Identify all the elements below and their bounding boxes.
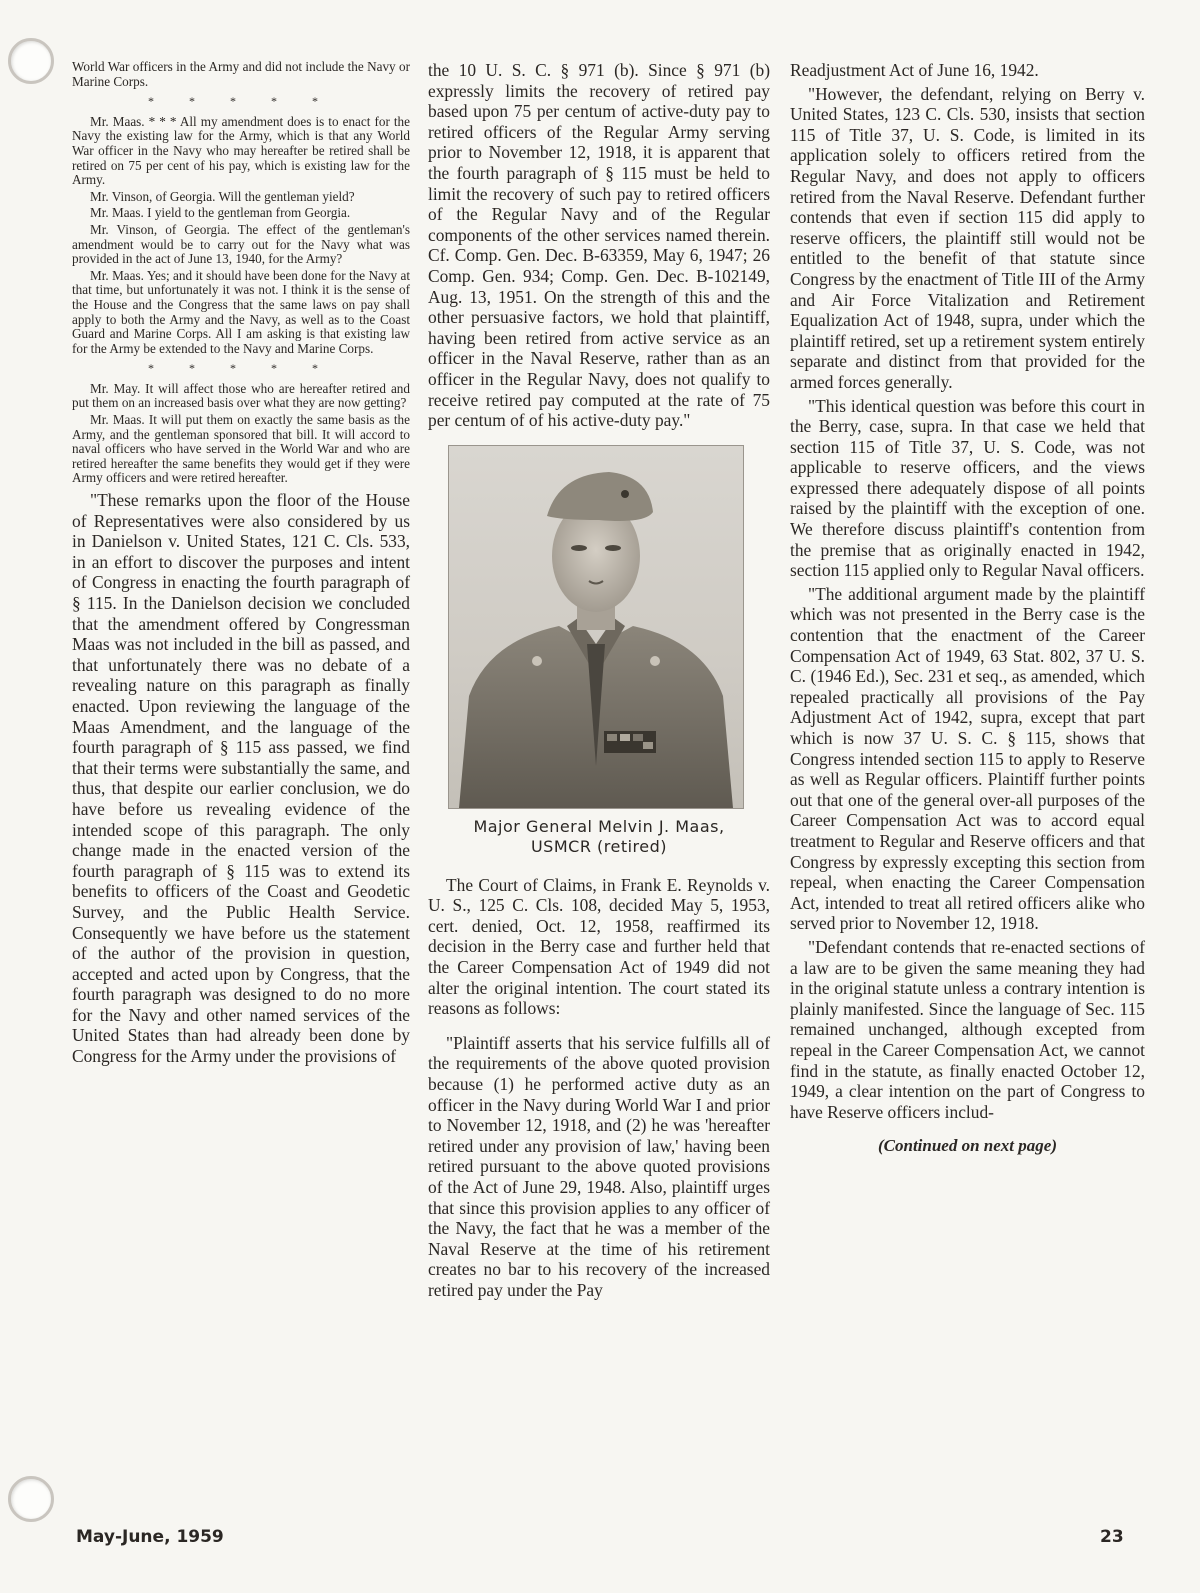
body-text: [428, 875, 770, 1301]
column-1: [72, 60, 410, 1070]
body-paragraph: The Court of Claims, in Frank E. Reynolds v. U. S., 125 C. Cls. 108, decided May 5, 1953, cert. denied, Oct. 12, 1958, reaffirmed its decision in the Berry case and further held that the Career Compensation Act of 1949 did not alter the original intention. The court stated its reasons as follows:: [428, 874, 770, 1019]
ellipsis-stars: * * * * *: [148, 94, 334, 109]
body-text: [72, 490, 410, 1067]
excerpt-paragraph: World War officers in the Army and did not include the Navy or Marine Corps.: [72, 59, 410, 89]
excerpt-paragraph: Mr. Maas. I yield to the gentleman from Georgia.: [90, 205, 351, 221]
body-paragraph: "However, the defendant, relying on Berry v. United States, 123 C. Cls. 530, insists that section 115 of Title 37, U. S. Code, is limited in its application solely to officers retired from the Regular Navy, and does not apply to officers retired from the Naval Reserve. Defendant further contends that even if section 115 did apply to reserve officers, the plaintiff still would not be entitled to the benefit of that statute since Congress by the enactment of Title III of the Army and Air Force Vitalization and Retirement Equalization Act of 1948, supra, under which the plaintiff retired, set up a retirement system entirely separate and distinct from that provided for the armed forces generally.: [790, 83, 1145, 392]
excerpt-paragraph: Mr. Maas. Yes; and it should have been done for the Navy at that time, but unfortunately it was not. I think it is the sense of the House and the Congress that the same laws on pay shall apply to both the Army and the Navy, as well as to the Coast Guard and Marine Corps. All I am asking is that existing law for the Army be extended to the Navy and Marine Corps.: [72, 267, 410, 356]
footer-page-number: 23: [1100, 1527, 1124, 1547]
photo-caption: [428, 817, 770, 857]
congressional-record-excerpt: [72, 60, 410, 486]
excerpt-paragraph: Mr. Maas. * * * All my amendment does is to enact for the Navy the existing law for the Army, which is that any World War officer in the Navy who may hereafter be retired shall be retired on 75 per cent of his pay, which is existing law for the Army.: [72, 113, 410, 188]
ellipsis-stars: * * * * *: [148, 361, 334, 376]
body-text: [790, 60, 1145, 1122]
footer-issue-date: May-June, 1959: [76, 1527, 224, 1547]
excerpt-paragraph: Mr. Maas. It will put them on exactly the same basis as the Army, and the gentleman sponsored that bill. It will accord to naval officers who have served in the World War and who are retired hereafter the same benefits they would get if they were Army officers and were retired hereafter.: [72, 412, 410, 486]
body-paragraph: "Plaintiff asserts that his service fulfills all of the requirements of the above quoted provision because (1) he performed active duty as an officer in the Navy during World War I and prior to November 12, 1918, and (2) he was 'hereafter retired under any provision of law,' having been retired pursuant to the above quoted provisions of the Act of June 29, 1948. Also, plaintiff urges that since this provision applies to any officer of the Navy, the fact that he was a member of the Naval Reserve at the time of his retirement creates no bar to his recovery of the increased retired pay under the Pay: [428, 1032, 770, 1300]
excerpt-paragraph: Mr. Vinson, of Georgia. The effect of the gentleman's amendment would be to carry out for the Navy what was provided in the act of June 13, 1940, for the Army?: [72, 221, 410, 267]
body-paragraph: "This identical question was before this court in the Berry, case, supra. In that case we held that section 115 of Title 37, U. S. Code, was not applicable to reserve officers, and the views expressed there adequately dispose of all points raised by the plaintiff with the exception of one. We therefore discuss plaintiff's contention from the premise that as originally enacted in 1942, section 115 applied only to Regular Naval officers.: [790, 395, 1145, 581]
portrait-photo-illustration: [449, 446, 743, 808]
body-paragraph: "Defendant contends that re-enacted sections of a law are to be given the same meaning they had in the original statute unless a contrary intention is plainly manifested. Since the language of Sec. 115 remained unchanged, although excepted from repeal in the Career Compensation Act, we cannot find in the statute, as finally enacted October 12, 1949, a clear intention on the part of Congress to have Reserve officers includ-: [790, 936, 1145, 1122]
caption-line: USMCR (retired): [530, 836, 668, 856]
column-2: [428, 60, 770, 1304]
excerpt-paragraph: Mr. Vinson, of Georgia. Will the gentleman yield?: [90, 188, 355, 204]
body-paragraph: "These remarks upon the floor of the House of Representatives were also considered by us in Danielson v. United States, 121 C. Cls. 533, in an effort to discover the purposes and intent of Congress in enacting the fourth paragraph of § 115. In the Danielson decision we concluded that the amendment offered by Congressman Maas was not included in the bill as passed, and that unfortunately there was no debate of a revealing nature on this paragraph as finally enacted. Upon reviewing the language of the Maas Amendment, and the language of the fourth paragraph of § 115 ass passed, we find that their terms were substantially the same, and thus, that despite our earlier conclusion, we do have before us revealing evidence of the intended scope of this paragraph. The only change made in the enacted version of the fourth paragraph of § 115 was to extend its benefits to officers of the Coast and Geodetic Survey, and the Public Health Service. Consequently we have before us the statement of the author of the provision in question, accepted and acted upon by Congress, that the fourth paragraph was designed to do no more for the Navy and other named services of the United States than had already been done by Congress for the Army under the provisions of: [72, 490, 410, 1067]
punch-hole-bottom: [8, 1476, 54, 1522]
excerpt-paragraph: Mr. May. It will affect those who are hereafter retired and put them on an increased basis over what they are now getting?: [72, 380, 410, 411]
body-paragraph: Readjustment Act of June 16, 1942.: [790, 60, 1039, 80]
column-3: [790, 60, 1145, 1156]
caption-line: Major General Melvin J. Maas,: [473, 816, 725, 836]
body-text: [428, 60, 770, 431]
body-paragraph: "The additional argument made by the plaintiff which was not presented in the Berry case is the contention that the enactment of the Career Compensation Act of 1949, 63 Stat. 802, 37 U. S. C. (1946 Ed.), Sec. 231 et seq., as amended, which repealed practically all provisions of the Pay Adjustment Act of 1942, supra, except that part which is now 37 U. S. C. § 115, shows that Congress intended section 115 to apply to Reserve as well as Regular officers. Plaintiff further points out that one of the general over-all purposes of the Career Compensation Act was to accord equal treatment to Regular and Reserve officers and that Congress by expressly excepting this section from repeal, when enacting the Career Compensation Act, intended to treat all retired officers alike who served prior to November 12, 1918.: [790, 583, 1145, 934]
continued-note: (Continued on next page): [878, 1136, 1057, 1156]
body-paragraph: the 10 U. S. C. § 971 (b). Since § 971 (b) expressly limits the recovery of retired pay based upon 75 per centum of active-duty pay to retired officers of the Regular Army serving prior to November 12, 1918, it is apparent that the fourth paragraph of § 115 must be held to limit the recovery of such pay to retired officers of the Regular Navy and of the Regular components of the other services named therein. Cf. Comp. Gen. Dec. B-63359, May 6, 1947; 26 Comp. Gen. 934; Comp. Gen. Dec. B-102149, Aug. 13, 1951. On the strength of this and the other persuasive factors, we hold that plaintiff, having been retired from active service as an officer in the Naval Reserve, rather than as an officer in the Regular Navy, does not qualify to receive retired pay computed at the rate of 75 per centum of of his active-duty pay.": [428, 60, 770, 431]
punch-hole-top: [8, 38, 54, 84]
portrait-photo: [448, 445, 744, 809]
